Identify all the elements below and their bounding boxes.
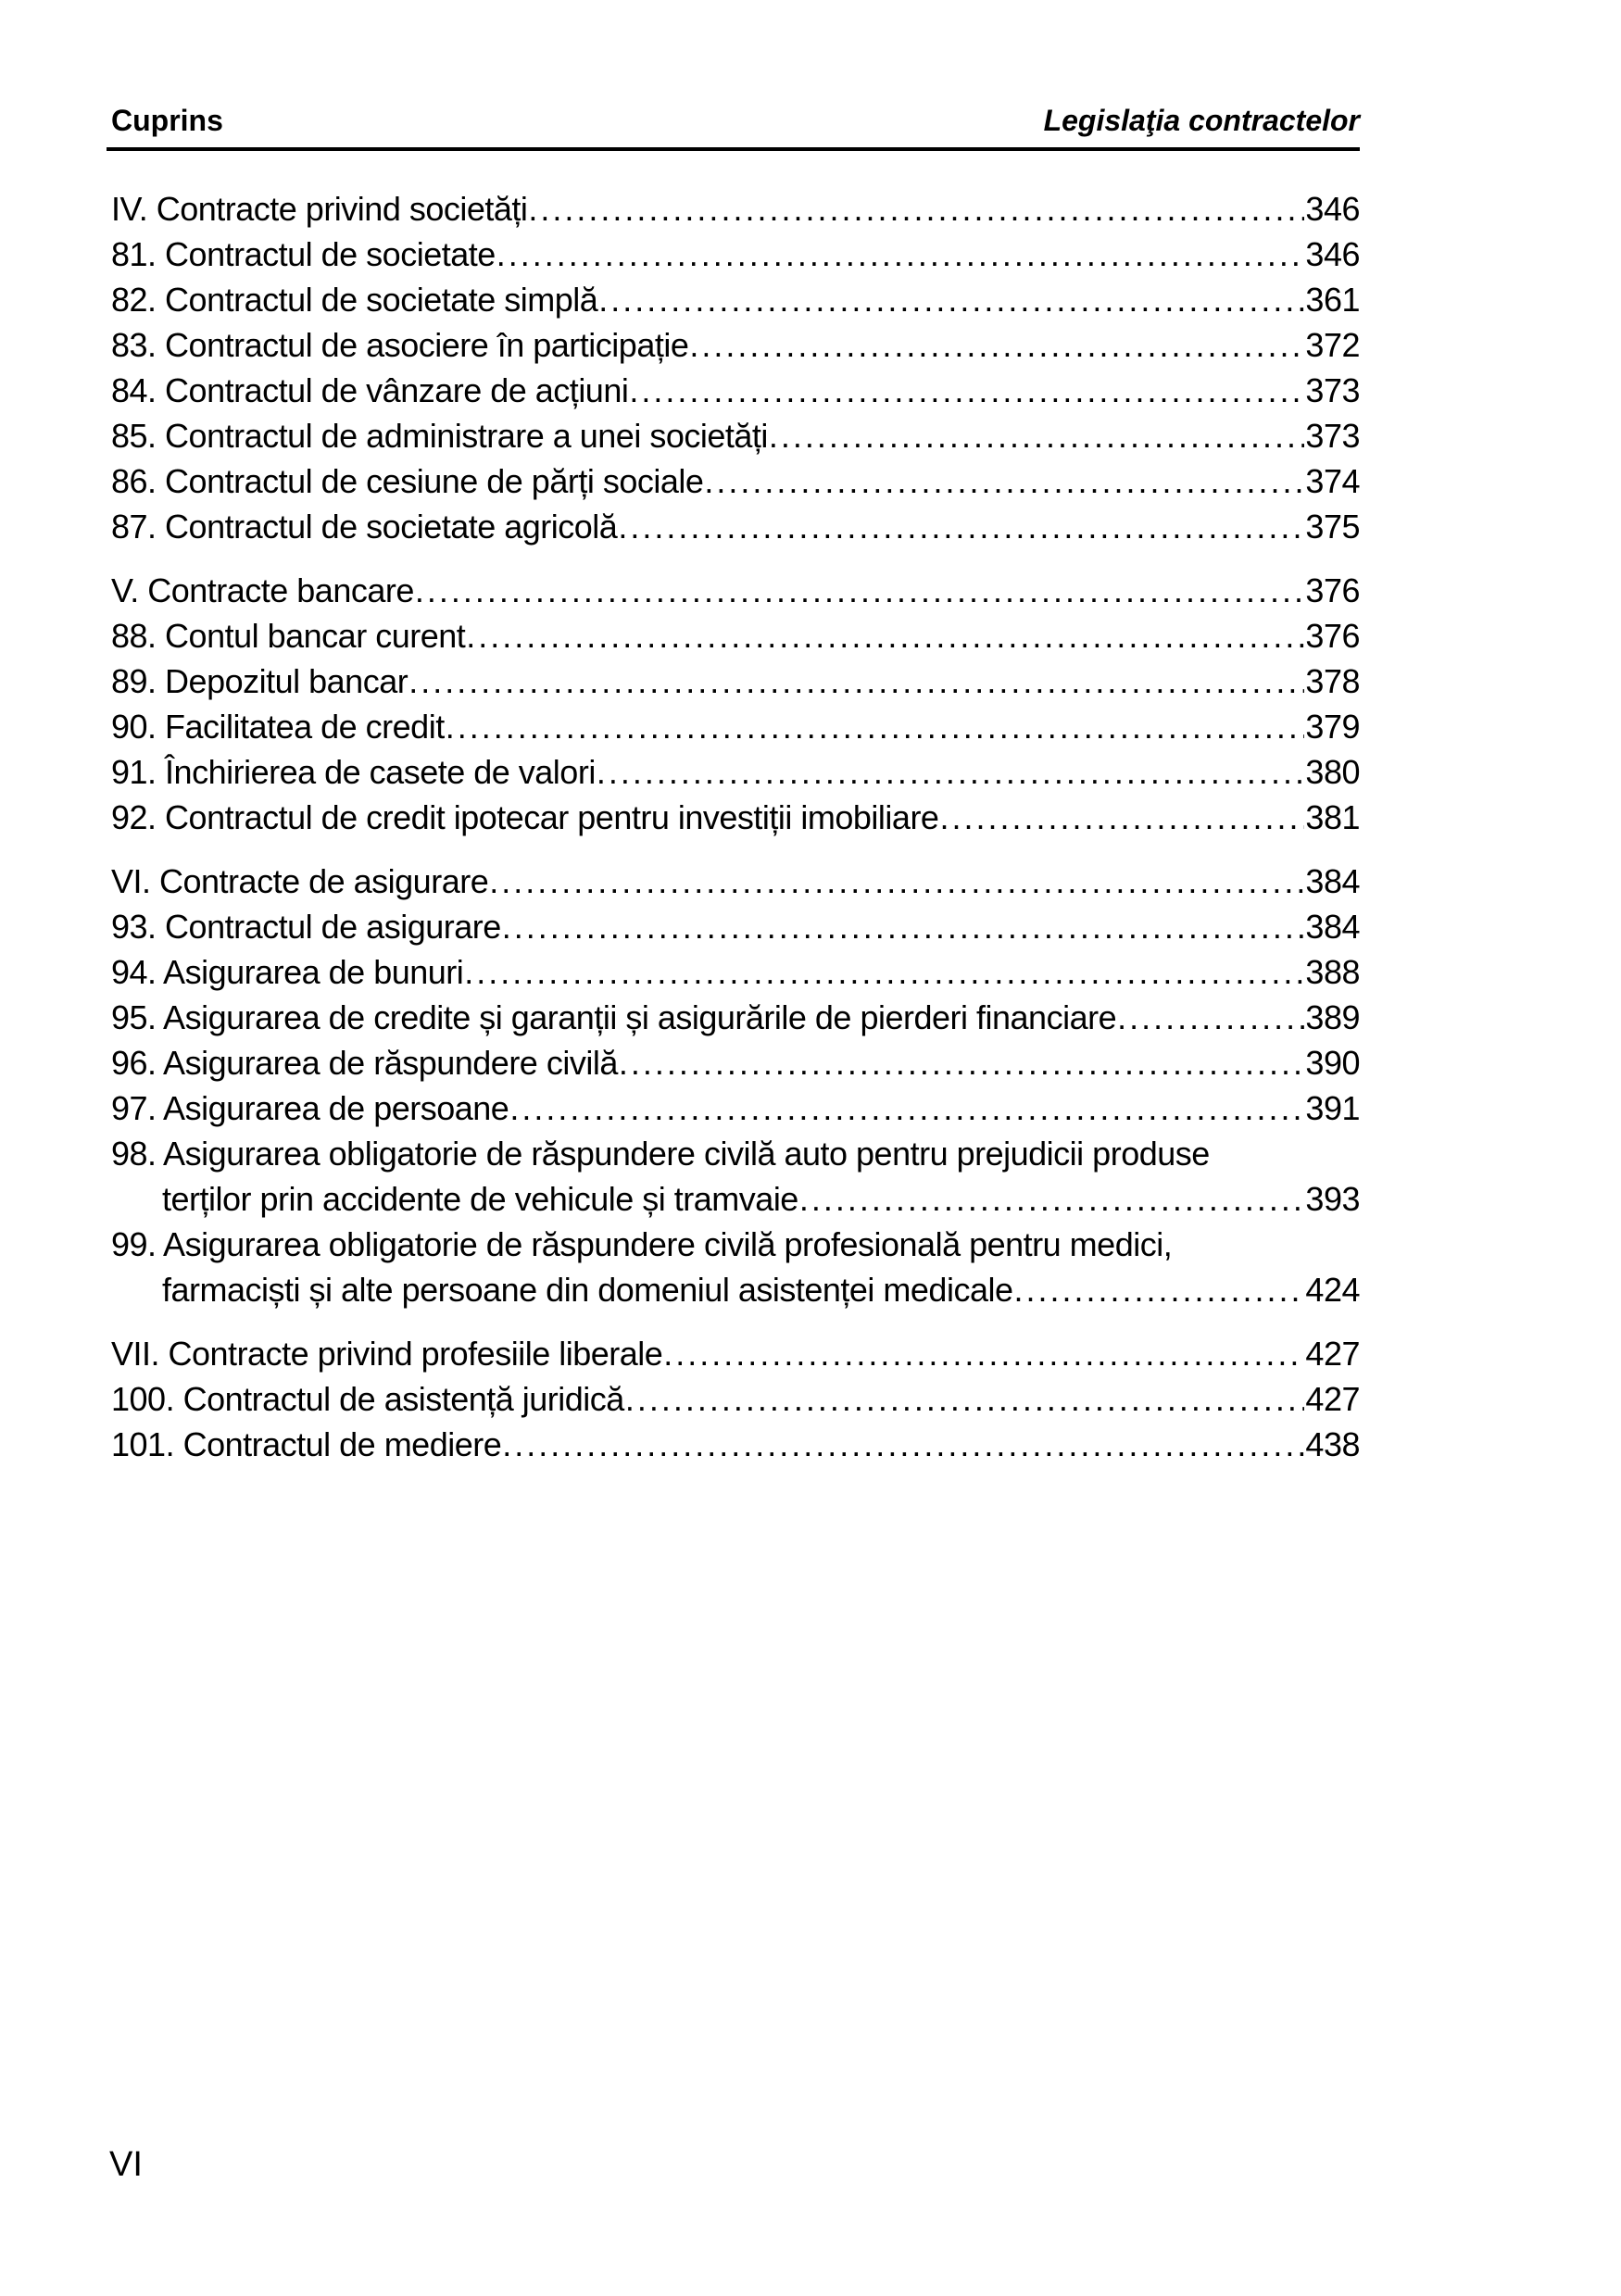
toc-page-number: 393: [1305, 1180, 1360, 1218]
toc-entry: [111, 859, 1360, 904]
toc-entry-title: 98. Asigurarea obligatorie de răspundere civilă auto pentru prejudicii produse: [111, 1135, 1210, 1173]
toc-entry-title: IV. Contracte privind societăți: [111, 190, 528, 228]
toc-dot-leader: [464, 949, 1304, 995]
toc-dot-leader: [489, 859, 1304, 904]
toc-dot-leader: [408, 659, 1304, 704]
toc-entry-title: VI. Contracte de asigurare: [111, 862, 489, 900]
toc-entry-title: terților prin accidente de vehicule și tramvaie: [162, 1180, 798, 1218]
toc-entry: [111, 1040, 1360, 1085]
toc-entry: [111, 186, 1360, 232]
toc-group: [111, 186, 1360, 549]
toc-entry-title: 85. Contractul de administrare a unei societăți: [111, 417, 768, 455]
running-head-section-title: Cuprins: [111, 104, 223, 137]
toc-page-number: 376: [1305, 617, 1360, 655]
toc-entry-title: 96. Asigurarea de răspundere civilă: [111, 1044, 618, 1082]
toc-entry-title: 83. Contractul de asociere în participație: [111, 326, 689, 364]
toc-entry: [111, 659, 1360, 704]
toc-page-number: 381: [1305, 798, 1360, 836]
toc-page-number: 373: [1305, 371, 1360, 409]
toc-page-number: 424: [1305, 1271, 1360, 1309]
toc-entry: [111, 504, 1360, 549]
toc-entry-title: 93. Contractul de asigurare: [111, 908, 501, 946]
footer-page-number: VI: [109, 2145, 143, 2184]
toc-entry-title: 87. Contractul de societate agricolă: [111, 508, 618, 546]
toc-entry: [111, 904, 1360, 949]
toc-entry: [111, 1131, 1360, 1176]
toc-dot-leader: [446, 704, 1305, 749]
toc-dot-leader: [618, 504, 1304, 549]
toc-group: [111, 568, 1360, 840]
toc-entry: [111, 1176, 1360, 1222]
toc-entry: [111, 1267, 1360, 1312]
toc-group: [111, 1331, 1360, 1467]
toc-entry: [111, 458, 1360, 504]
page-content: [107, 104, 1360, 1467]
toc-page-number: 361: [1305, 281, 1360, 319]
toc-entry-title: 91. Închirierea de casete de valori: [111, 753, 596, 791]
toc-dot-leader: [415, 568, 1305, 613]
table-of-contents: [107, 186, 1360, 1467]
toc-dot-leader: [496, 232, 1305, 277]
toc-dot-leader: [466, 613, 1304, 659]
toc-entry-title: 94. Asigurarea de bunuri: [111, 953, 464, 991]
toc-entry: [111, 949, 1360, 995]
toc-entry-title: 95. Asigurarea de credite și garanții și asigurările de pierderi financiare: [111, 998, 1117, 1036]
toc-entry-title: 88. Contul bancar curent: [111, 617, 466, 655]
toc-dot-leader: [939, 795, 1304, 840]
toc-entry: [111, 232, 1360, 277]
toc-dot-leader: [502, 1422, 1304, 1467]
toc-dot-leader: [799, 1176, 1305, 1222]
toc-entry: [111, 749, 1360, 795]
toc-entry-title: V. Contracte bancare: [111, 571, 414, 609]
running-head-book-title: Legislaţia contractelor: [1043, 104, 1360, 137]
toc-dot-leader: [597, 749, 1305, 795]
toc-page-number: 375: [1305, 508, 1360, 546]
toc-entry: [111, 1376, 1360, 1422]
toc-page-number: 374: [1305, 462, 1360, 500]
toc-group: [111, 859, 1360, 1312]
toc-page-number: 389: [1305, 998, 1360, 1036]
toc-dot-leader: [509, 1085, 1304, 1131]
running-head: [107, 104, 1360, 151]
toc-entry-title: 86. Contractul de cesiune de părți sociale: [111, 462, 704, 500]
toc-entry: [111, 277, 1360, 322]
toc-dot-leader: [502, 904, 1305, 949]
toc-dot-leader: [629, 368, 1304, 413]
toc-page-number: 427: [1305, 1335, 1360, 1373]
toc-entry-title: 97. Asigurarea de persoane: [111, 1089, 509, 1127]
toc-entry-title: 81. Contractul de societate: [111, 235, 496, 273]
toc-entry: [111, 1331, 1360, 1376]
toc-page-number: 391: [1305, 1089, 1360, 1127]
toc-page-number: 384: [1305, 908, 1360, 946]
toc-entry-title: 99. Asigurarea obligatorie de răspundere civilă profesională pentru medici,: [111, 1225, 1173, 1263]
toc-entry-title: 84. Contractul de vânzare de acțiuni: [111, 371, 629, 409]
toc-page-number: 390: [1305, 1044, 1360, 1082]
toc-entry: [111, 1085, 1360, 1131]
toc-entry-title: farmaciști și alte persoane din domeniul asistenței medicale: [162, 1271, 1013, 1309]
toc-entry: [111, 322, 1360, 368]
toc-entry-title: 92. Contractul de credit ipotecar pentru investiții imobiliare: [111, 798, 939, 836]
toc-entry: [111, 1422, 1360, 1467]
toc-dot-leader: [1117, 995, 1304, 1040]
toc-page-number: 346: [1305, 190, 1360, 228]
toc-entry: [111, 368, 1360, 413]
toc-entry-title: 100. Contractul de asistență juridică: [111, 1380, 624, 1418]
toc-page-number: 376: [1305, 571, 1360, 609]
toc-dot-leader: [619, 1040, 1305, 1085]
toc-entry-title: 90. Facilitatea de credit: [111, 708, 445, 746]
toc-entry: [111, 795, 1360, 840]
toc-page-number: 346: [1305, 235, 1360, 273]
toc-dot-leader: [598, 277, 1304, 322]
toc-dot-leader: [704, 458, 1304, 504]
toc-entry-title: 82. Contractul de societate simplă: [111, 281, 598, 319]
toc-entry: [111, 1222, 1360, 1267]
toc-entry: [111, 568, 1360, 613]
toc-dot-leader: [769, 413, 1305, 458]
toc-page-number: 378: [1305, 662, 1360, 700]
toc-page-number: 388: [1305, 953, 1360, 991]
toc-dot-leader: [528, 186, 1304, 232]
toc-entry: [111, 613, 1360, 659]
toc-entry-title: 101. Contractul de mediere: [111, 1425, 502, 1463]
toc-dot-leader: [689, 322, 1304, 368]
toc-dot-leader: [625, 1376, 1305, 1422]
toc-entry: [111, 413, 1360, 458]
toc-page-number: 427: [1305, 1380, 1360, 1418]
toc-page-number: 380: [1305, 753, 1360, 791]
toc-entry-title: 89. Depozitul bancar: [111, 662, 408, 700]
toc-page-number: 438: [1305, 1425, 1360, 1463]
toc-dot-leader: [1013, 1267, 1304, 1312]
toc-page-number: 372: [1305, 326, 1360, 364]
toc-entry: [111, 704, 1360, 749]
toc-page-number: 373: [1305, 417, 1360, 455]
toc-entry-title: VII. Contracte privind profesiile liberale: [111, 1335, 663, 1373]
toc-dot-leader: [663, 1331, 1304, 1376]
toc-page-number: 384: [1305, 862, 1360, 900]
toc-entry: [111, 995, 1360, 1040]
toc-page-number: 379: [1305, 708, 1360, 746]
